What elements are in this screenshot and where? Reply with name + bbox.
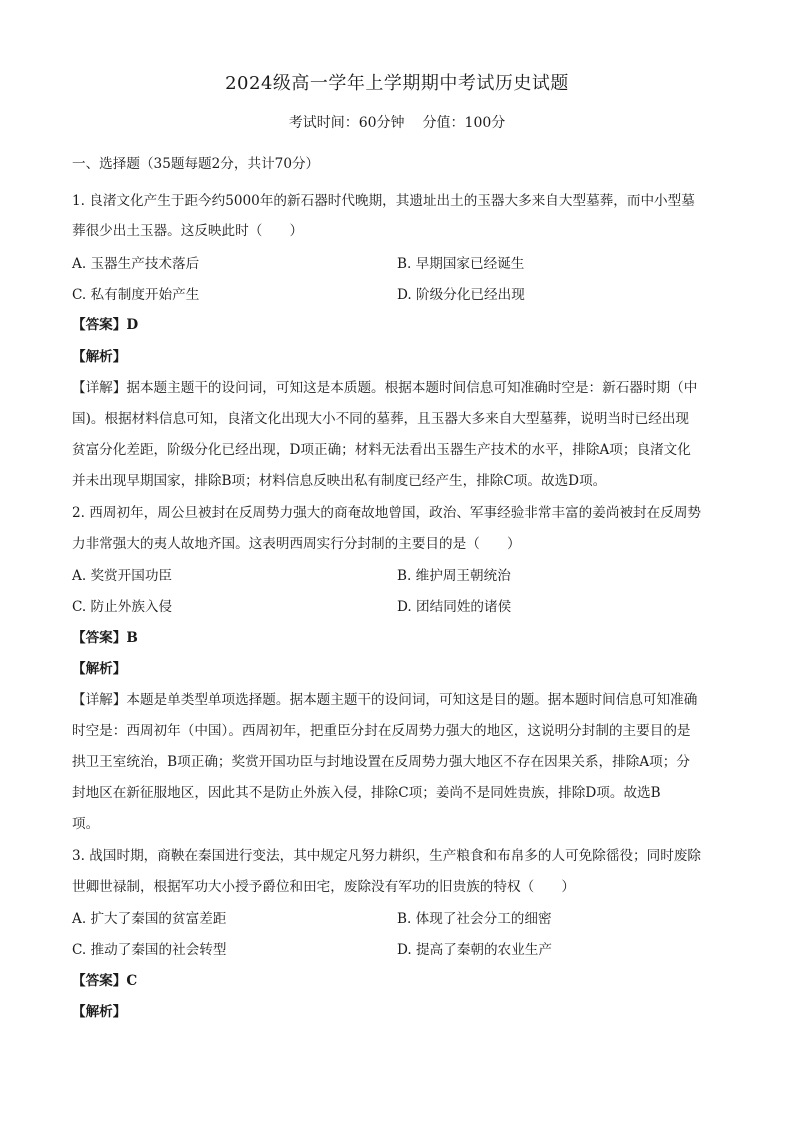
question-2-option-c: C. 防止外族入侵 xyxy=(72,599,173,615)
question-2-detail-line-4: 封地区在新征服地区，因此其不是防止外族入侵，排除C项；姜尚不是同姓贵族，排除D项。故选B xyxy=(72,785,661,801)
question-1-option-a: A. 玉器生产技术落后 xyxy=(72,256,200,272)
section-heading: 一、选择题（35题每题2分，共计70分） xyxy=(72,156,320,172)
question-2-option-b: B. 维护周王朝统治 xyxy=(397,568,511,584)
question-2-option-d: D. 团结同姓的诸侯 xyxy=(397,599,512,615)
page-title: 2024级高一学年上学期期中考试历史试题 xyxy=(225,73,569,94)
question-3-stem-line-1: 3. 战国时期，商鞅在秦国进行变法，其中规定凡努力耕织，生产粮食和布帛多的人可免除徭役；同时废除 xyxy=(72,848,702,864)
question-2-detail-line-1: 【详解】本题是单类型单项选择题。据本题主题干的设问词，可知这是目的题。据本题时间信息可知准确 xyxy=(72,692,698,708)
question-1-stem-line-2: 葬很少出土玉器。这反映此时（ ） xyxy=(72,223,304,239)
question-1-detail-line-2: 国)。根据材料信息可知，良渚文化出现大小不同的墓葬，且玉器大多来自大型墓葬，说明当时已经出现 xyxy=(72,411,690,427)
question-1-detail-line-1: 【详解】据本题主题干的设问词，可知这是本质题。根据本题时间信息可知准确时空是：新石器时期（中 xyxy=(72,380,698,396)
question-1-option-c: C. 私有制度开始产生 xyxy=(72,287,200,303)
question-2-stem-line-2: 力非常强大的夷人故地齐国。这表明西周实行分封制的主要目的是（ ） xyxy=(72,536,521,552)
exam-score: 分值：100分 xyxy=(422,115,506,131)
question-3-option-b: B. 体现了社会分工的细密 xyxy=(397,911,552,927)
question-1-answer: 【答案】D xyxy=(72,317,139,333)
question-3-analysis-label: 【解析】 xyxy=(72,1004,127,1020)
question-1-detail-line-4: 并未出现早期国家，排除B项；材料信息反映出私有制度已经产生，排除C项。故选D项。 xyxy=(72,473,607,489)
question-2-detail-line-2: 时空是：西周初年（中国）。西周初年，把重臣分封在反周势力强大的地区，这说明分封制的主要目的是 xyxy=(72,723,691,739)
exam-info xyxy=(0,113,794,133)
question-2-answer: 【答案】B xyxy=(72,630,138,646)
question-3-option-a: A. 扩大了秦国的贫富差距 xyxy=(72,911,227,927)
question-1-detail-line-3: 贫富分化差距，阶级分化已经出现，D项正确；材料无法看出玉器生产技术的水平，排除A项；良渚文化 xyxy=(72,442,691,458)
question-2-detail-line-5: 项。 xyxy=(72,816,100,832)
question-3-option-c: C. 推动了秦国的社会转型 xyxy=(72,942,227,958)
question-2-stem-line-1: 2. 西周初年，周公旦被封在反周势力强大的商奄故地曾国，政治、军事经验非常丰富的姜尚被封在反周势 xyxy=(72,505,702,521)
question-2-detail-line-3: 拱卫王室统治，B项正确；奖赏开国功臣与封地设置在反周势力强大地区不存在因果关系，排除A项；分 xyxy=(72,754,690,770)
question-1-analysis-label: 【解析】 xyxy=(72,349,127,365)
question-2-analysis-label: 【解析】 xyxy=(72,661,127,677)
question-3-answer: 【答案】C xyxy=(72,973,138,989)
question-3-option-d: D. 提高了秦朝的农业生产 xyxy=(397,942,552,958)
question-1-option-b: B. 早期国家已经诞生 xyxy=(397,256,525,272)
question-2-option-a: A. 奖赏开国功臣 xyxy=(72,568,173,584)
question-1-stem-line-1: 1. 良渚文化产生于距今约5000年的新石器时代晚期，其遗址出土的玉器大多来自大型墓葬，而中小型墓 xyxy=(72,193,695,209)
question-1-option-d: D. 阶级分化已经出现 xyxy=(397,287,525,303)
question-3-stem-line-2: 世卿世禄制，根据军功大小授予爵位和田宅，废除没有军功的旧贵族的特权（ ） xyxy=(72,879,575,895)
exam-time: 考试时间：60分钟 xyxy=(288,115,405,131)
